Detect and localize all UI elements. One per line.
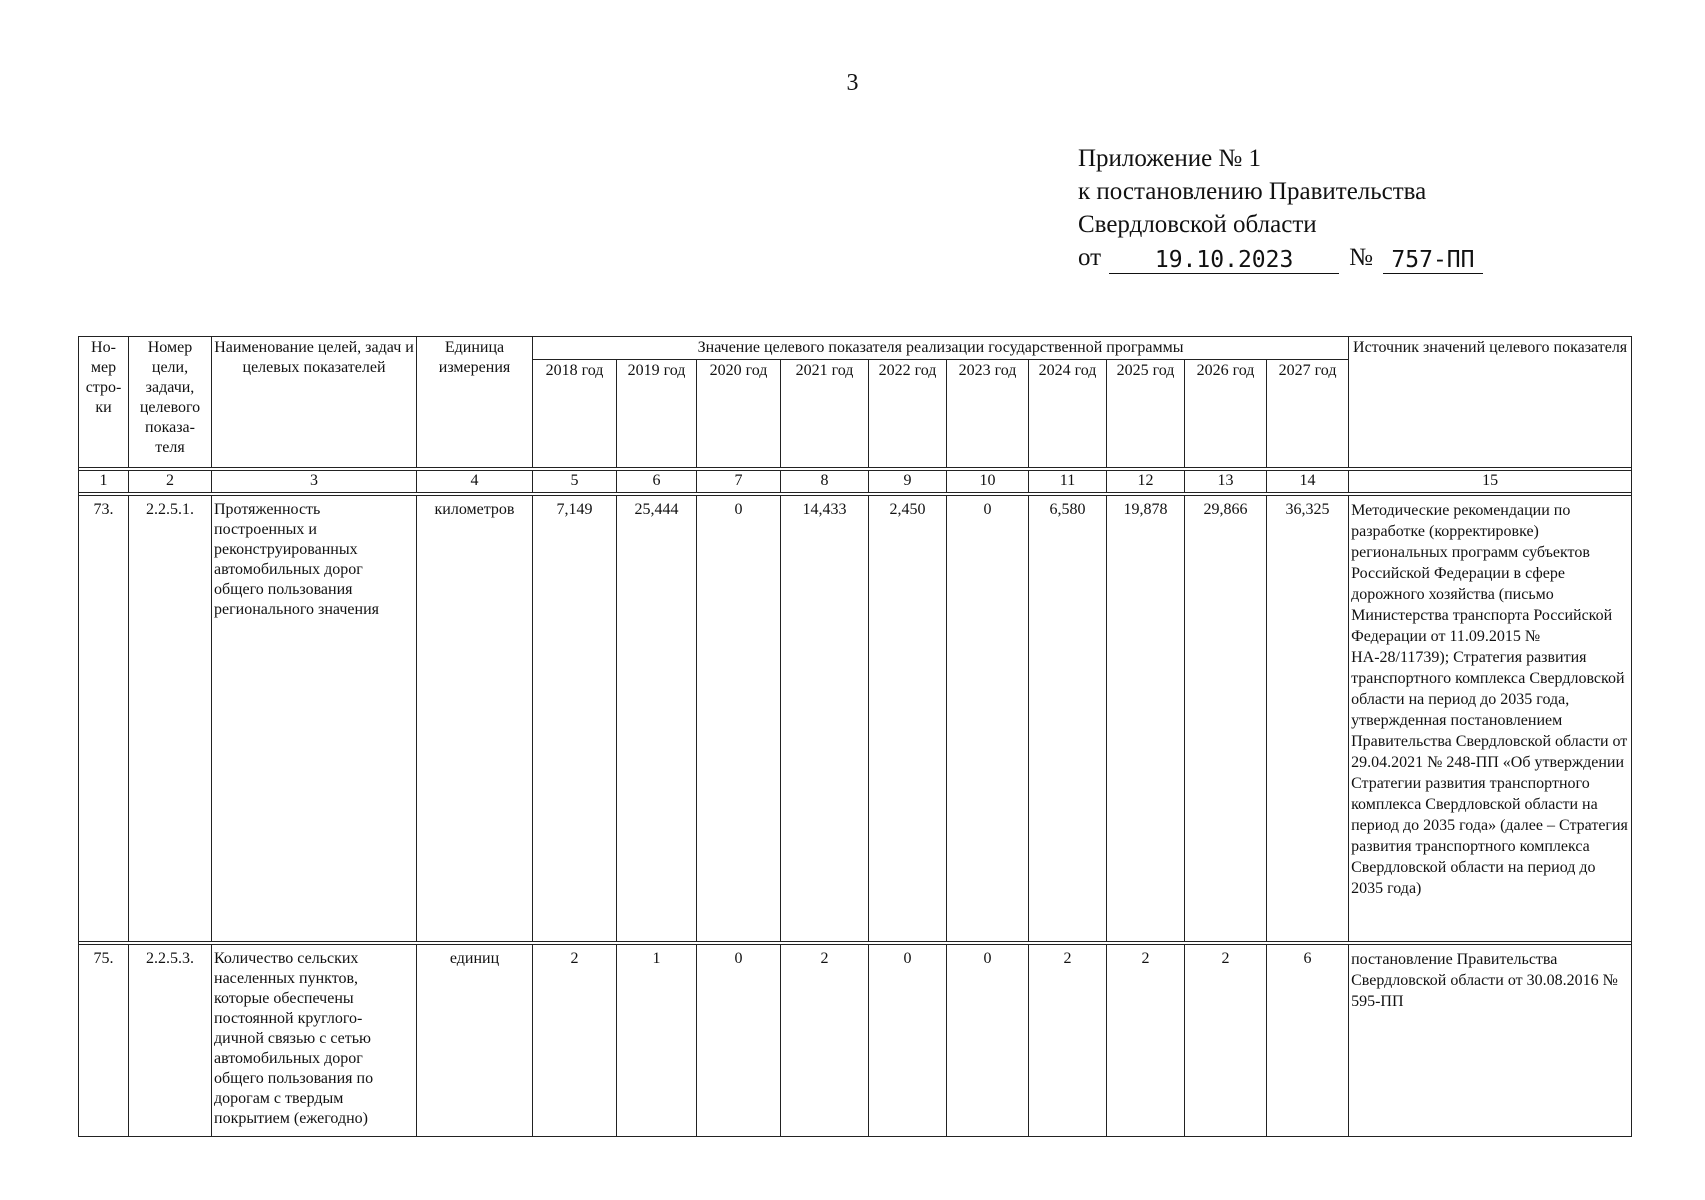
- cell-source: постановление Правительства Свердловской области от 30.08.2016 № 595-ПП: [1349, 945, 1632, 1137]
- cell-row-no: 73.: [79, 496, 129, 942]
- column-number: 9: [869, 471, 947, 493]
- header-row-no: Но- мер стро- ки: [79, 337, 129, 468]
- cell-value: 2,450: [869, 496, 947, 942]
- header-year: 2022 год: [869, 360, 947, 468]
- cell-value: 0: [697, 945, 781, 1137]
- column-number: 15: [1349, 471, 1632, 493]
- column-number: 12: [1107, 471, 1185, 493]
- header-year: 2025 год: [1107, 360, 1185, 468]
- header-unit: Единица измерения: [417, 337, 533, 468]
- appendix-title: Приложение № 1: [1078, 145, 1262, 172]
- appendix-decree-ref: к постановлению Правительства: [1078, 178, 1427, 205]
- cell-value: 7,149: [533, 496, 617, 942]
- cell-unit: километров: [417, 496, 533, 942]
- cell-row-no: 75.: [79, 945, 129, 1137]
- cell-value: 0: [947, 945, 1029, 1137]
- cell-value: 0: [869, 945, 947, 1137]
- cell-value: 6: [1267, 945, 1349, 1137]
- column-number: 2: [129, 471, 212, 493]
- header-year: 2021 год: [781, 360, 869, 468]
- header-year: 2019 год: [617, 360, 697, 468]
- column-number: 5: [533, 471, 617, 493]
- cell-unit: единиц: [417, 945, 533, 1137]
- number-label: №: [1349, 244, 1373, 271]
- cell-name: Протяженность построенных и реконструированных автомобильных дорог общего пользования регионального значения: [212, 496, 417, 942]
- column-number: 1: [79, 471, 129, 493]
- appendix-block: [1078, 142, 1498, 274]
- cell-value: 1: [617, 945, 697, 1137]
- cell-value: 19,878: [1107, 496, 1185, 942]
- column-number: 14: [1267, 471, 1349, 493]
- cell-value: 2: [1029, 945, 1107, 1137]
- cell-value: 6,580: [1029, 496, 1107, 942]
- from-label: от: [1078, 244, 1102, 271]
- cell-value: 0: [697, 496, 781, 942]
- table-row: [79, 496, 1632, 942]
- cell-value: 2: [1185, 945, 1267, 1137]
- column-number: 13: [1185, 471, 1267, 493]
- header-year: 2020 год: [697, 360, 781, 468]
- header-year: 2023 год: [947, 360, 1029, 468]
- column-number: 10: [947, 471, 1029, 493]
- cell-value: 2: [533, 945, 617, 1137]
- page-number: 3: [846, 70, 859, 96]
- header-year: 2018 год: [533, 360, 617, 468]
- cell-goal-no: 2.2.5.3.: [129, 945, 212, 1137]
- appendix-region: Свердловской области: [1078, 211, 1317, 238]
- cell-value: 29,866: [1185, 496, 1267, 942]
- header-row: [79, 337, 1632, 360]
- header-year: 2026 год: [1185, 360, 1267, 468]
- cell-goal-no: 2.2.5.1.: [129, 496, 212, 942]
- column-number-row: [79, 471, 1632, 493]
- cell-value: 14,433: [781, 496, 869, 942]
- column-number: 3: [212, 471, 417, 493]
- header-source: Источник значений целевого показателя: [1349, 337, 1632, 468]
- decree-date-number: [1078, 241, 1498, 274]
- header-goal-no: Номер цели, задачи, целевого показа- теля: [129, 337, 212, 468]
- cell-name: Количество сельских населенных пунктов, которые обеспечены постоянной круглого- дичной связью с сетью автомобильных дорог общего пользования по дорогам с твердым покрытием (ежегодно): [212, 945, 417, 1137]
- header-year: 2027 год: [1267, 360, 1349, 468]
- header-name: Наименование целей, задач и целевых показателей: [212, 337, 417, 468]
- column-number: 8: [781, 471, 869, 493]
- cell-value: 25,444: [617, 496, 697, 942]
- cell-value: 36,325: [1267, 496, 1349, 942]
- cell-value: 0: [947, 496, 1029, 942]
- column-number: 4: [417, 471, 533, 493]
- target-indicators-table: [78, 336, 1632, 1137]
- column-number: 7: [697, 471, 781, 493]
- column-number: 11: [1029, 471, 1107, 493]
- cell-source: Методические рекомендации по разработке (корректировке) региональных программ субъектов Российской Федерации в сфере дорожного хозяйства (письмо Министерства транспорта Российской Федерации от 11.09.2015 № НА-28/11739); Стратегия развития транспортного комплекса Свердловской области на период до 2035 года, утвержденная постановлением Правительства Свердловской области от 29.04.2021 № 248-ПП «Об утверждении Стратегии развития транспортного комплекса Свердловской области на период до 2035 года» (далее – Стратегия развития транспортного комплекса Свердловской области на период до 2035 года): [1349, 496, 1632, 942]
- header-year: 2024 год: [1029, 360, 1107, 468]
- table-row: [79, 945, 1632, 1137]
- cell-value: 2: [1107, 945, 1185, 1137]
- header-values-group: Значение целевого показателя реализации государственной программы: [533, 337, 1349, 360]
- column-number: 6: [617, 471, 697, 493]
- cell-value: 2: [781, 945, 869, 1137]
- decree-number: 757-ПП: [1383, 247, 1483, 274]
- decree-date: 19.10.2023: [1109, 247, 1339, 274]
